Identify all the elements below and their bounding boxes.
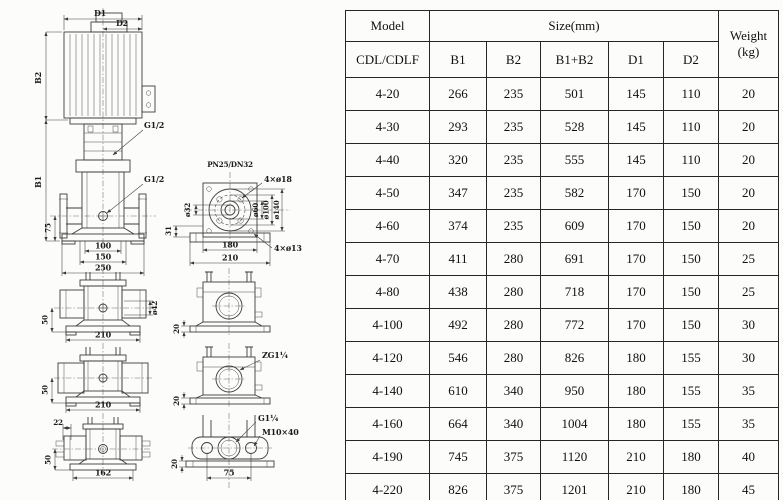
dim-label-162: 162: [94, 467, 112, 478]
value-cell: 110: [664, 78, 719, 111]
table-row: [346, 111, 779, 144]
value-cell: 235: [487, 144, 541, 177]
dia-140-label: ø140: [272, 200, 281, 220]
value-cell: 110: [664, 111, 719, 144]
dim-label-210-plan: 210: [221, 252, 239, 263]
value-cell: 950: [541, 375, 609, 408]
table-row: [346, 342, 779, 375]
model-cell: 4-20: [346, 78, 430, 111]
table-row: [346, 309, 779, 342]
value-cell: 145: [609, 78, 664, 111]
dim-label-22: 22: [53, 418, 63, 427]
table-row: [346, 408, 779, 441]
value-cell: 150: [664, 210, 719, 243]
thread-label-g12-upper: G1/2: [144, 120, 165, 130]
flange-spec-label: PN25/DN32: [207, 160, 253, 169]
value-cell: 45: [719, 474, 779, 500]
value-cell: 492: [430, 309, 487, 342]
model-cell: 4-160: [346, 408, 430, 441]
end-view-c: [170, 413, 299, 488]
value-cell: 210: [609, 474, 664, 500]
value-cell: 293: [430, 111, 487, 144]
weight-header-line2: (kg): [737, 44, 760, 59]
dia-100-label: ø100: [261, 200, 271, 220]
value-cell: 150: [664, 243, 719, 276]
value-cell: 155: [664, 408, 719, 441]
dim-label-150: 150: [94, 251, 112, 262]
weight-header: [719, 11, 779, 78]
value-cell: 30: [719, 309, 779, 342]
value-cell: 155: [664, 375, 719, 408]
thread-label-g114: G1¼: [258, 413, 279, 423]
dia-42-label: ø42: [150, 300, 159, 316]
value-cell: 235: [487, 78, 541, 111]
spec-table-body: [346, 78, 779, 500]
value-cell: 25: [719, 276, 779, 309]
dim-label-210-a: 210: [94, 329, 112, 340]
model-cell: 4-100: [346, 309, 430, 342]
value-cell: 411: [430, 243, 487, 276]
base-holes-label: 4×ø13: [274, 243, 302, 253]
value-cell: 145: [609, 111, 664, 144]
value-cell: 170: [609, 309, 664, 342]
model-cell: 4-60: [346, 210, 430, 243]
value-cell: 170: [609, 177, 664, 210]
dim-label-b1: B1: [33, 176, 43, 188]
col-header-b1: B1: [430, 42, 487, 78]
value-cell: 145: [609, 144, 664, 177]
value-cell: 320: [430, 144, 487, 177]
value-cell: 210: [609, 441, 664, 474]
value-cell: 30: [719, 342, 779, 375]
value-cell: 280: [487, 342, 541, 375]
model-cell: 4-70: [346, 243, 430, 276]
table-row: [346, 144, 779, 177]
value-cell: 772: [541, 309, 609, 342]
front-view: [33, 8, 164, 276]
dim-label-d1: D1: [93, 8, 107, 18]
dim-label-50-b: 50: [40, 385, 50, 395]
value-cell: 340: [487, 408, 541, 441]
value-cell: 1120: [541, 441, 609, 474]
table-row: [346, 78, 779, 111]
value-cell: 375: [487, 474, 541, 500]
dim-label-31: 31: [164, 226, 173, 236]
model-cell: 4-190: [346, 441, 430, 474]
value-cell: 1201: [541, 474, 609, 500]
value-cell: 150: [664, 309, 719, 342]
value-cell: 155: [664, 342, 719, 375]
header-row-1: [346, 11, 779, 42]
value-cell: 150: [664, 177, 719, 210]
value-cell: 20: [719, 177, 779, 210]
dim-label-20-b: 20: [172, 396, 181, 406]
value-cell: 180: [609, 375, 664, 408]
value-cell: 280: [487, 309, 541, 342]
value-cell: 170: [609, 243, 664, 276]
table-row: [346, 276, 779, 309]
table-row: [346, 375, 779, 408]
table-row: [346, 210, 779, 243]
dim-label-75-c: 75: [223, 467, 235, 478]
value-cell: 691: [541, 243, 609, 276]
table-row: [346, 474, 779, 500]
value-cell: 110: [664, 144, 719, 177]
value-cell: 180: [664, 441, 719, 474]
size-header: Size(mm): [430, 11, 719, 42]
dim-label-180: 180: [221, 239, 239, 250]
table-row: [346, 441, 779, 474]
weight-header-line1: Weight: [729, 28, 768, 43]
header-row-2: [346, 42, 779, 78]
dia-60-label: ø60: [251, 202, 260, 218]
dimensions-table: [345, 10, 779, 500]
model-cell: 4-40: [346, 144, 430, 177]
value-cell: 664: [430, 408, 487, 441]
bolt-label-m10: M10×40: [262, 427, 299, 437]
value-cell: 609: [541, 210, 609, 243]
value-cell: 347: [430, 177, 487, 210]
value-cell: 180: [609, 342, 664, 375]
value-cell: 546: [430, 342, 487, 375]
value-cell: 35: [719, 375, 779, 408]
end-view-b: [172, 343, 289, 410]
dim-label-50-a: 50: [40, 315, 50, 325]
model-cell: 4-220: [346, 474, 430, 500]
dim-label-20-c: 20: [170, 459, 179, 469]
value-cell: 280: [487, 276, 541, 309]
value-cell: 20: [719, 210, 779, 243]
value-cell: 235: [487, 111, 541, 144]
value-cell: 501: [541, 78, 609, 111]
value-cell: 20: [719, 111, 779, 144]
model-header: Model: [346, 11, 430, 42]
value-cell: 745: [430, 441, 487, 474]
side-view-b: [41, 343, 153, 413]
value-cell: 180: [664, 474, 719, 500]
value-cell: 235: [487, 210, 541, 243]
thread-label-g12-lower: G1/2: [144, 174, 165, 184]
value-cell: 610: [430, 375, 487, 408]
value-cell: 555: [541, 144, 609, 177]
value-cell: 20: [719, 78, 779, 111]
model-cell: 4-50: [346, 177, 430, 210]
table-row: [346, 177, 779, 210]
value-cell: 438: [430, 276, 487, 309]
thread-label-zg: ZG1¼: [262, 350, 288, 360]
value-cell: 582: [541, 177, 609, 210]
dim-label-100: 100: [94, 240, 112, 251]
col-header-d2: D2: [664, 42, 719, 78]
value-cell: 150: [664, 276, 719, 309]
dim-label-210-b: 210: [94, 399, 112, 410]
dim-label-d2: D2: [115, 18, 129, 28]
end-view-a: [172, 268, 270, 338]
value-cell: 718: [541, 276, 609, 309]
value-cell: 170: [609, 210, 664, 243]
col-header-b2: B2: [487, 42, 541, 78]
value-cell: 25: [719, 243, 779, 276]
side-view-c: [44, 413, 153, 481]
col-header-d1: D1: [609, 42, 664, 78]
dim-label-20-a: 20: [172, 324, 181, 334]
table-row: [346, 243, 779, 276]
value-cell: 826: [541, 342, 609, 375]
dim-label-75: 75: [43, 223, 53, 233]
dim-label-50-c: 50: [43, 455, 53, 465]
value-cell: 35: [719, 408, 779, 441]
dia-32-label: ø32: [183, 202, 192, 218]
model-cell: 4-120: [346, 342, 430, 375]
model-cell: 4-80: [346, 276, 430, 309]
col-header-b1b2: B1+B2: [541, 42, 609, 78]
pump-technical-drawing: [0, 0, 340, 500]
model-cell: 4-140: [346, 375, 430, 408]
dim-label-250: 250: [94, 262, 112, 273]
dim-label-b2: B2: [33, 72, 43, 84]
value-cell: 375: [487, 441, 541, 474]
value-cell: 235: [487, 177, 541, 210]
value-cell: 40: [719, 441, 779, 474]
value-cell: 340: [487, 375, 541, 408]
value-cell: 170: [609, 276, 664, 309]
value-cell: 180: [609, 408, 664, 441]
value-cell: 280: [487, 243, 541, 276]
value-cell: 1004: [541, 408, 609, 441]
value-cell: 374: [430, 210, 487, 243]
side-view-a: [41, 268, 160, 343]
value-cell: 266: [430, 78, 487, 111]
value-cell: 528: [541, 111, 609, 144]
bolt-holes-label: 4×ø18: [264, 174, 292, 184]
value-cell: 826: [430, 474, 487, 500]
model-series-header: CDL/CDLF: [346, 42, 430, 78]
value-cell: 20: [719, 144, 779, 177]
plan-view: [164, 160, 302, 266]
model-cell: 4-30: [346, 111, 430, 144]
